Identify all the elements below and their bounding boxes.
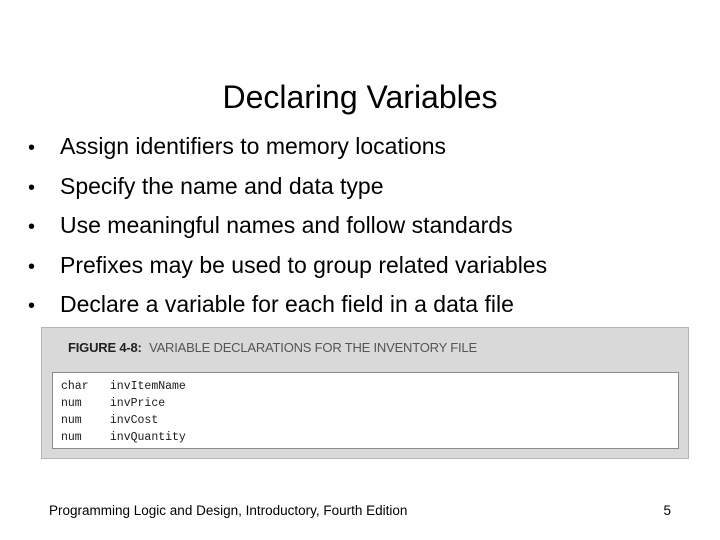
figure-description: VARIABLE DECLARATIONS FOR THE INVENTORY FILE [149,340,477,355]
slide-title: Declaring Variables [222,79,498,116]
bullet-text: Declare a variable for each field in a data file [60,291,514,317]
declaration-type: num [61,414,82,427]
bullet-item [28,286,547,326]
bullet-marker: • [28,255,36,278]
bullet-text: Specify the name and data type [60,172,384,199]
figure-label: FIGURE 4-8: [68,340,142,355]
declaration-type: num [61,397,82,410]
page-number: 5 [663,503,671,518]
bullet-marker: • [28,137,36,159]
declaration-row [61,412,678,429]
code-listing [52,372,679,449]
declaration-type: num [61,431,82,444]
declaration-name: invItemName [109,380,186,393]
bullet-item [28,247,547,287]
bullet-marker: • [28,295,36,317]
figure-caption [68,340,477,355]
bullet-text: Assign identifiers to memory locations [60,133,447,159]
declaration-row [61,429,678,446]
bullet-item [28,168,547,208]
bullet-text: Use meaningful names and follow standards [60,212,513,238]
bullet-item [28,207,547,247]
declaration-name: invPrice [109,397,166,410]
declaration-type: char [61,380,89,393]
declaration-row [61,395,678,412]
declaration-row [61,378,678,395]
declaration-name: invCost [109,414,159,427]
bullet-text: Prefixes may be used to group related variables [60,251,548,278]
bullet-list [28,128,547,326]
bullet-marker: • [28,176,36,199]
bullet-marker: • [28,216,36,238]
declaration-name: invQuantity [109,431,186,444]
footer-text: Programming Logic and Design, Introductory, Fourth Edition [49,503,408,518]
bullet-item [28,128,547,168]
figure-panel [41,327,689,459]
